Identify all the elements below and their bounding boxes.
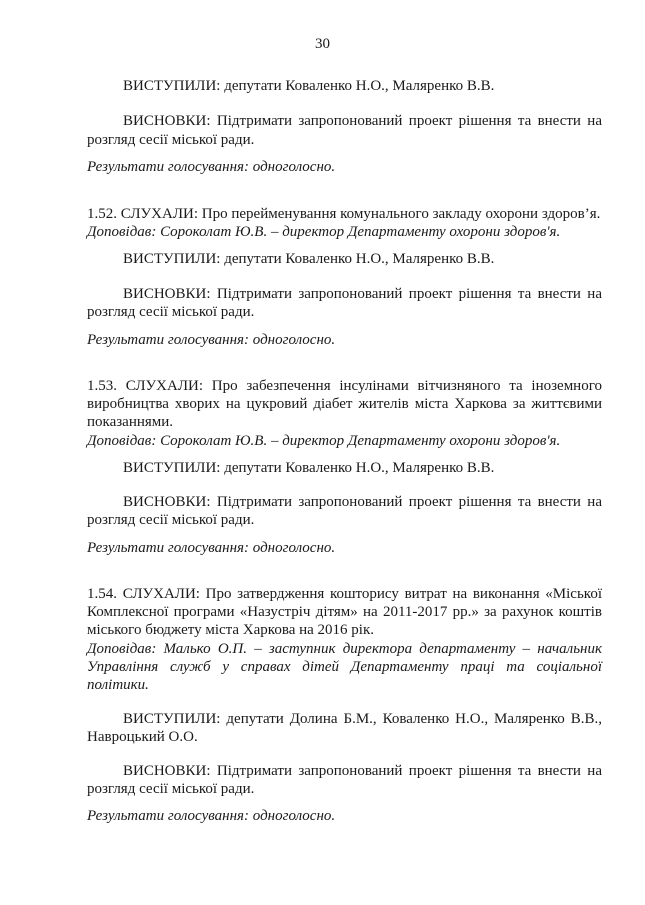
vote-result: Результати голосування: одноголосно.: [87, 159, 336, 175]
page-number: 30: [315, 36, 330, 52]
reporter-line-cont: Управління служб у справах дітей Департаменту праці та соціальної: [87, 659, 602, 675]
vote-result: Результати голосування: одноголосно.: [87, 808, 336, 824]
reporter-line: Доповідав: Сороколат Ю.В. – директор Департаменту охорони здоров'я.: [87, 224, 561, 240]
item-heard-1-53: 1.53. СЛУХАЛИ: Про забезпечення інсулінами вітчизняного та іноземного: [87, 378, 602, 394]
speakers-line: ВИСТУПИЛИ: депутати Долина Б.М., Коваленко Н.О., Маляренко В.В.,: [123, 711, 602, 727]
speakers-line: ВИСТУПИЛИ: депутати Коваленко Н.О., Маляренко В.В.: [123, 251, 495, 267]
speakers-line-cont: Навроцький О.О.: [87, 729, 198, 745]
item-heard-1-54-cont: міського бюджету міста Харкова на 2016 рік.: [87, 622, 375, 638]
item-heard-1-54-cont: Комплексної програми «Назустріч дітям» на 2011-2017 рр.» за рахунок коштів: [87, 604, 602, 620]
speakers-line: ВИСТУПИЛИ: депутати Коваленко Н.О., Маляренко В.В.: [123, 78, 495, 94]
item-heard-1-53-cont: виробництва хворих на цукровий діабет жителів міста Харкова за життєвими: [87, 396, 602, 412]
conclusions-line-cont: розгляд сесії міської ради.: [87, 781, 255, 797]
conclusions-line: ВИСНОВКИ: Підтримати запропонований проект рішення та внести на: [123, 763, 602, 779]
reporter-line: Доповідав: Малько О.П. – заступник директора департаменту – начальник: [87, 641, 602, 657]
reporter-line-cont: політики.: [87, 677, 149, 693]
item-heard-1-54: 1.54. СЛУХАЛИ: Про затвердження кошторису витрат на виконання «Міської: [87, 586, 602, 602]
conclusions-line-cont: розгляд сесії міської ради.: [87, 512, 255, 528]
item-heard-1-52: 1.52. СЛУХАЛИ: Про перейменування комунального закладу охорони здоров’я.: [87, 206, 601, 222]
conclusions-line: ВИСНОВКИ: Підтримати запропонований проект рішення та внести на: [123, 286, 602, 302]
vote-result: Результати голосування: одноголосно.: [87, 540, 336, 556]
conclusions-line: ВИСНОВКИ: Підтримати запропонований проект рішення та внести на: [123, 494, 602, 510]
conclusions-line: ВИСНОВКИ: Підтримати запропонований проект рішення та внести на: [123, 113, 602, 129]
vote-result: Результати голосування: одноголосно.: [87, 332, 336, 348]
speakers-line: ВИСТУПИЛИ: депутати Коваленко Н.О., Маляренко В.В.: [123, 460, 495, 476]
reporter-line: Доповідав: Сороколат Ю.В. – директор Департаменту охорони здоров'я.: [87, 433, 561, 449]
item-heard-1-53-cont: показаннями.: [87, 414, 174, 430]
conclusions-line-cont: розгляд сесії міської ради.: [87, 132, 255, 148]
conclusions-line-cont: розгляд сесії міської ради.: [87, 304, 255, 320]
